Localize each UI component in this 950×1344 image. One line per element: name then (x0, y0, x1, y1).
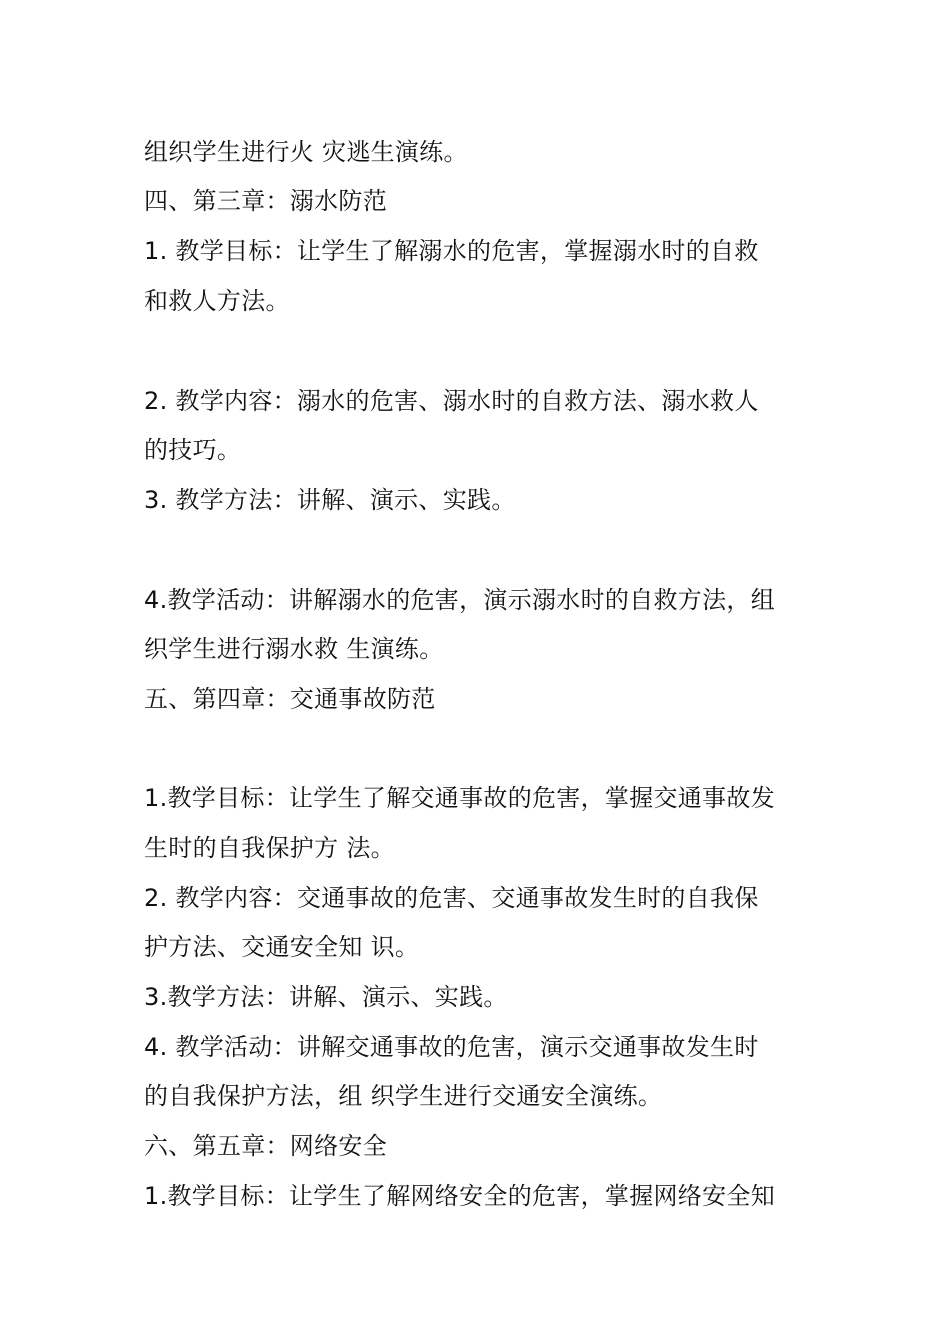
text-line: 和救人方法。 (144, 287, 290, 315)
text-line: 组织学生进行火 灾逃生演练。 (144, 138, 468, 166)
text-line: 的技巧。 (144, 436, 242, 464)
text-line: 护方法、交通安全知 识。 (144, 933, 420, 961)
text-line: 2. 教学内容：溺水的危害、溺水时的自救方法、溺水救人 (144, 387, 759, 415)
section-heading-chapter-5: 六、第五章：网络安全 (144, 1132, 387, 1160)
text-line: 2. 教学内容：交通事故的危害、交通事故发生时的自我保 (144, 884, 759, 912)
section-heading-chapter-3: 四、第三章：溺水防范 (144, 187, 387, 215)
text-line: 3.教学方法：讲解、演示、实践。 (144, 983, 508, 1011)
text-line: 1. 教学目标：让学生了解溺水的危害，掌握溺水时的自救 (144, 237, 759, 265)
text-line: 1.教学目标：让学生了解网络安全的危害，掌握网络安全知 (144, 1182, 775, 1210)
text-line: 织学生进行溺水救 生演练。 (144, 635, 444, 663)
text-line: 生时的自我保护方 法。 (144, 834, 395, 862)
text-line: 4. 教学活动：讲解交通事故的危害，演示交通事故发生时 (144, 1033, 759, 1061)
text-line: 1.教学目标：让学生了解交通事故的危害，掌握交通事故发 (144, 784, 775, 812)
section-heading-chapter-4: 五、第四章：交通事故防范 (144, 685, 436, 713)
text-line: 3. 教学方法：讲解、演示、实践。 (144, 486, 516, 514)
text-line: 的自我保护方法，组 织学生进行交通安全演练。 (144, 1082, 663, 1110)
text-line: 4.教学活动：讲解溺水的危害，演示溺水时的自救方法，组 (144, 586, 775, 614)
